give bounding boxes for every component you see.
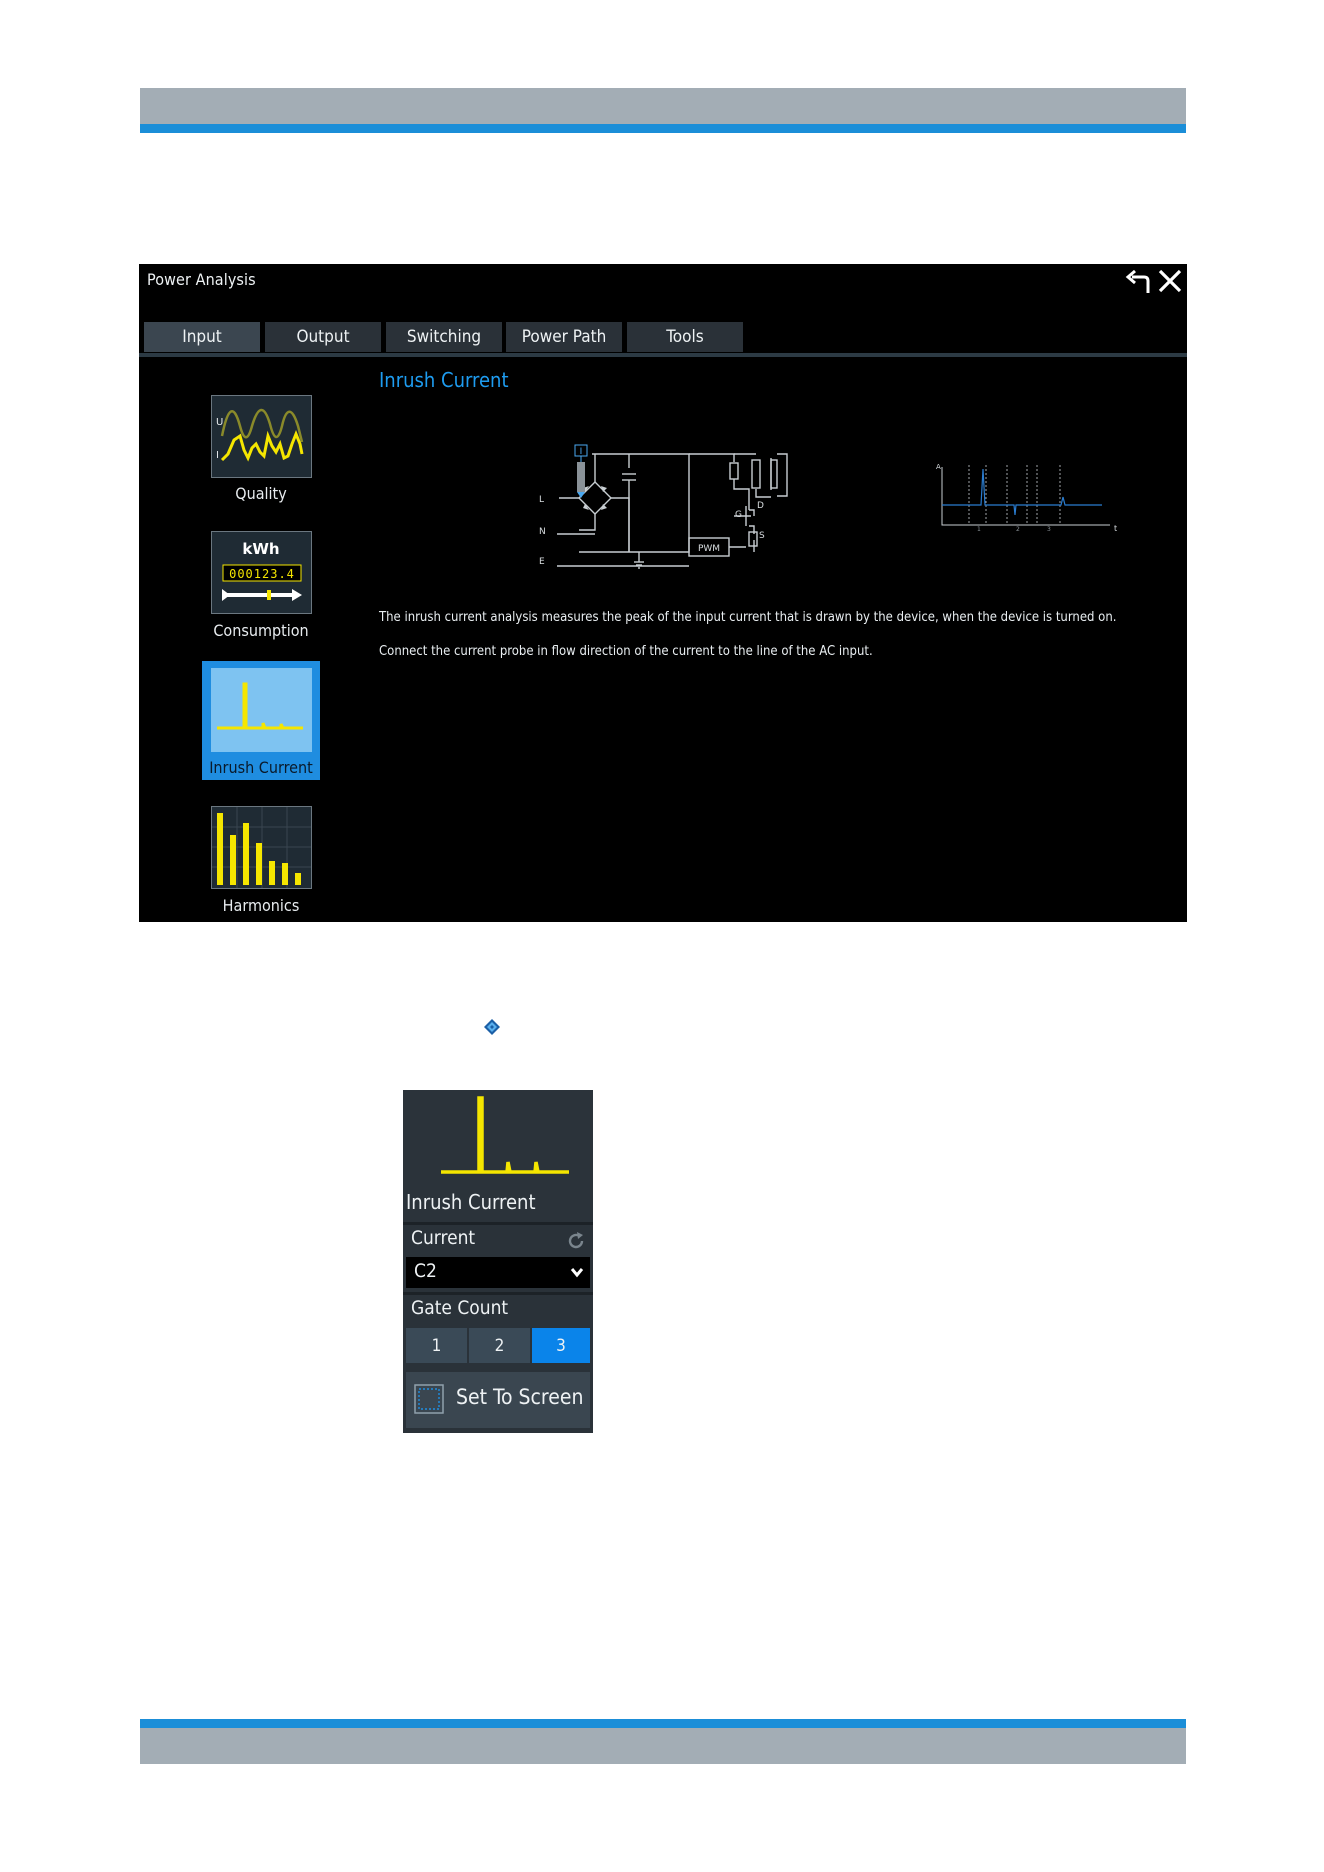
kwh-title: kWh (242, 540, 280, 558)
tab-label: Input (182, 327, 222, 347)
i-label: I (216, 450, 219, 461)
tab-output[interactable] (265, 322, 381, 352)
tab-switching[interactable] (386, 322, 502, 352)
gate-g-label: G (735, 510, 742, 520)
tab-label: Output (296, 327, 350, 347)
sidebar-label-quality: Quality (235, 484, 287, 503)
harmonics-bars-icon (212, 807, 311, 888)
page-footer-band (140, 1728, 1186, 1764)
chevron-down-icon (570, 1266, 584, 1278)
kwh-meter-icon (212, 532, 311, 613)
gate-count-label: Gate Count (411, 1297, 509, 1319)
drain-d-label: D (757, 501, 764, 511)
panel-separator (403, 1292, 593, 1295)
gate-count-option-1[interactable]: 1 (406, 1328, 467, 1363)
page-footer-accent (140, 1719, 1186, 1728)
line-n-label: N (539, 527, 546, 537)
current-source-select[interactable] (406, 1257, 590, 1288)
inrush-spike-icon (211, 668, 312, 752)
screen-frame-icon (413, 1383, 445, 1415)
panel-title: Inrush Current (406, 1190, 536, 1214)
graph-y-label: A (936, 463, 941, 471)
refresh-icon[interactable] (566, 1231, 586, 1251)
quality-waveform-icon (212, 396, 311, 477)
inrush-current-panel (403, 1090, 593, 1433)
line-e-label: E (539, 557, 545, 567)
inrush-circuit-diagram (509, 444, 939, 584)
sidebar-label-harmonics: Harmonics (222, 896, 300, 915)
set-to-screen-button[interactable] (406, 1372, 590, 1428)
tab-label: Tools (666, 327, 704, 347)
sidebar-item-harmonics[interactable] (211, 806, 312, 889)
page-header-accent (140, 124, 1186, 133)
sidebar-label-inrush-current: Inrush Current (209, 758, 313, 777)
set-to-screen-label: Set To Screen (456, 1385, 584, 1409)
gate-count-option-2[interactable]: 2 (469, 1328, 530, 1363)
sidebar-item-consumption[interactable] (211, 531, 312, 614)
description-line-2: Connect the current probe in flow direction of the current to the line of the AC input. (379, 644, 873, 659)
current-source-value: C2 (414, 1260, 437, 1282)
page-header-band (140, 88, 1186, 124)
tab-input[interactable] (144, 322, 260, 352)
undo-icon[interactable] (1124, 267, 1154, 297)
close-icon[interactable] (1157, 268, 1183, 294)
sidebar-label-consumption: Consumption (213, 621, 309, 640)
gate-count-option-3[interactable]: 3 (532, 1328, 590, 1363)
tab-label: Switching (406, 327, 482, 347)
tab-power-path[interactable] (506, 322, 622, 352)
tab-tools[interactable] (627, 322, 743, 352)
u-label: U (216, 417, 224, 428)
pwm-label: PWM (697, 544, 721, 554)
sidebar-item-quality[interactable] (211, 395, 312, 478)
gate-3-label: 3 (1047, 526, 1051, 533)
tab-label: Power Path (521, 327, 607, 347)
panel-separator (403, 1222, 593, 1225)
probe-label: I (579, 447, 583, 457)
line-l-label: L (539, 495, 545, 505)
description-line-1: The inrush current analysis measures the peak of the input current that is drawn by the device, when the device is turned on. (379, 610, 1117, 625)
source-s-label: S (759, 531, 765, 541)
graph-x-label: t (1114, 524, 1118, 533)
navigation-marker-icon (484, 1019, 500, 1035)
kwh-digits: 000123.4 (229, 567, 295, 581)
dialog-title: Power Analysis (147, 270, 256, 289)
gate-2-label: 2 (1016, 526, 1020, 533)
gate-1-label: 1 (977, 526, 981, 533)
section-title: Inrush Current (379, 368, 509, 392)
inrush-spike-icon (403, 1090, 593, 1190)
inrush-waveform-graph (934, 459, 1124, 539)
tab-underline (139, 353, 1187, 357)
current-label: Current (411, 1227, 476, 1249)
power-analysis-dialog (139, 264, 1187, 922)
